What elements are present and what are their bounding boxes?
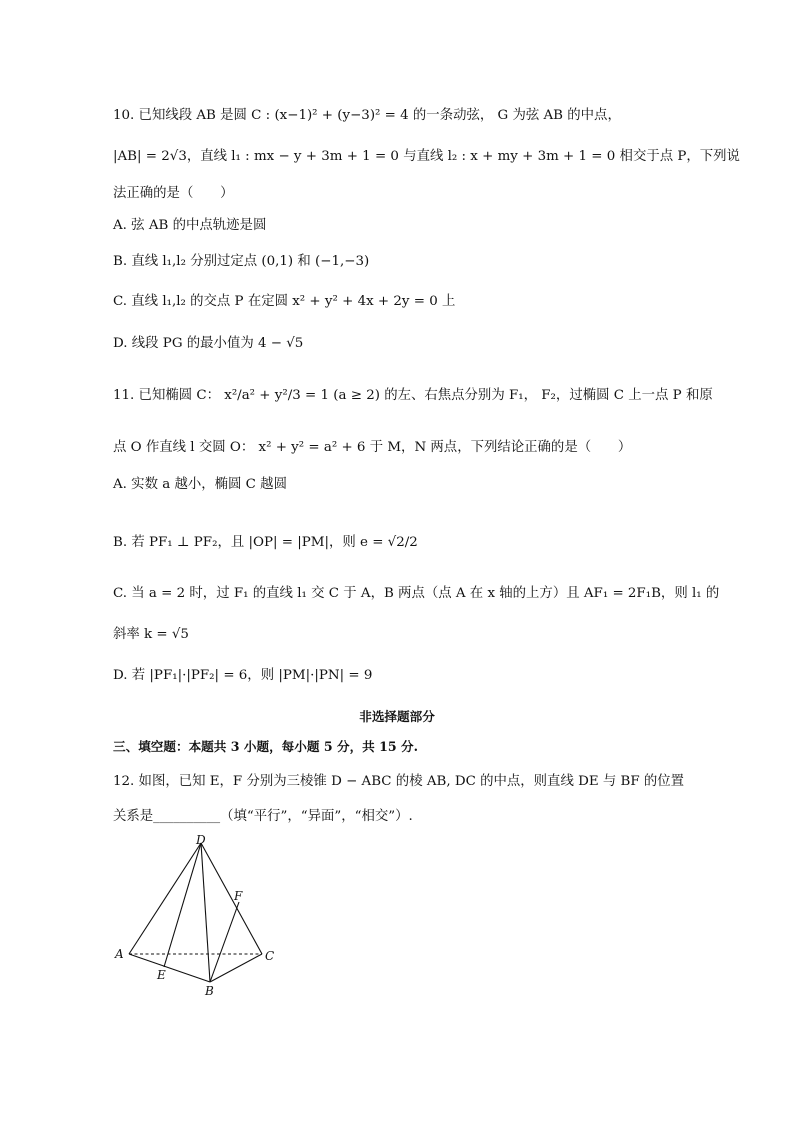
q10-option-a: A. 弦 AB 的中点轨迹是圆 [113,218,267,233]
label-b: B [205,984,214,998]
edge-bc [210,954,262,982]
q10-line2: |AB| = 2√3，直线 l₁ : mx − y + 3m + 1 = 0 与直线 l₂ : x + my + 3m + 1 = 0 相交于点 P，下列说 [113,149,740,164]
q11-option-b: B. 若 PF₁ ⊥ PF₂，且 |OP| = |PM|，则 e = √2/2 [113,535,418,550]
q11-line1: 11. 已知椭圆 C： x²/a² + y²/3 = 1 (a ≥ 2) 的左、右焦点分别为 F₁， F₂，过椭圆 C 上一点 P 和原 [113,388,713,403]
label-e: E [157,968,166,982]
label-c: C [265,949,275,963]
q10-line3: 法正确的是（ ） [113,186,234,201]
q10-option-c: C. 直线 l₁,l₂ 的交点 P 在定圆 x² + y² + 4x + 2y = 0 上 [113,294,456,309]
q12-line1: 12. 如图，已知 E，F 分别为三棱锥 D − ABC 的棱 AB, DC 的中点，则直线 DE 与 BF 的位置 [113,774,685,789]
section-title: 非选择题部分 [359,709,435,724]
pyramid-figure [112,832,292,1002]
q11-option-a: A. 实数 a 越小，椭圆 C 越圆 [113,477,287,492]
edge-da [129,843,201,954]
q10-option-b: B. 直线 l₁,l₂ 分别过定点 (0,1) 和 (−1,−3) [113,254,370,269]
q10-line1: 10. 已知线段 AB 是圆 C : (x−1)² + (y−3)² = 4 的一条动弦， G 为弦 AB 的中点， [113,108,621,123]
q11-line2: 点 O 作直线 l 交圆 O： x² + y² = a² + 6 于 M，N 两点，下列结论正确的是（ ） [113,440,632,455]
q12-line2: 关系是__________（填“平行”，“异面”，“相交”）. [113,809,413,824]
q11-option-c-line1: C. 当 a = 2 时，过 F₁ 的直线 l₁ 交 C 于 A，B 两点（点 A 在 x 轴的上方）且 AF₁ = 2F₁B，则 l₁ 的 [113,586,720,601]
q11-option-d: D. 若 |PF₁|·|PF₂| = 6，则 |PM|·|PN| = 9 [113,668,373,683]
section-3-heading: 三、填空题：本题共 3 小题，每小题 5 分，共 15 分. [113,739,419,754]
edge-dc [201,843,262,954]
q10-option-d: D. 线段 PG 的最小值为 4 − √5 [113,336,304,351]
edge-ab [129,954,210,982]
segment-de [164,843,201,967]
label-d: D [196,833,206,847]
q11-option-c-line2: 斜率 k = √5 [113,627,189,642]
edge-db [201,843,210,982]
segment-bf [210,902,239,982]
label-a: A [115,947,124,961]
label-f: F [234,889,243,903]
